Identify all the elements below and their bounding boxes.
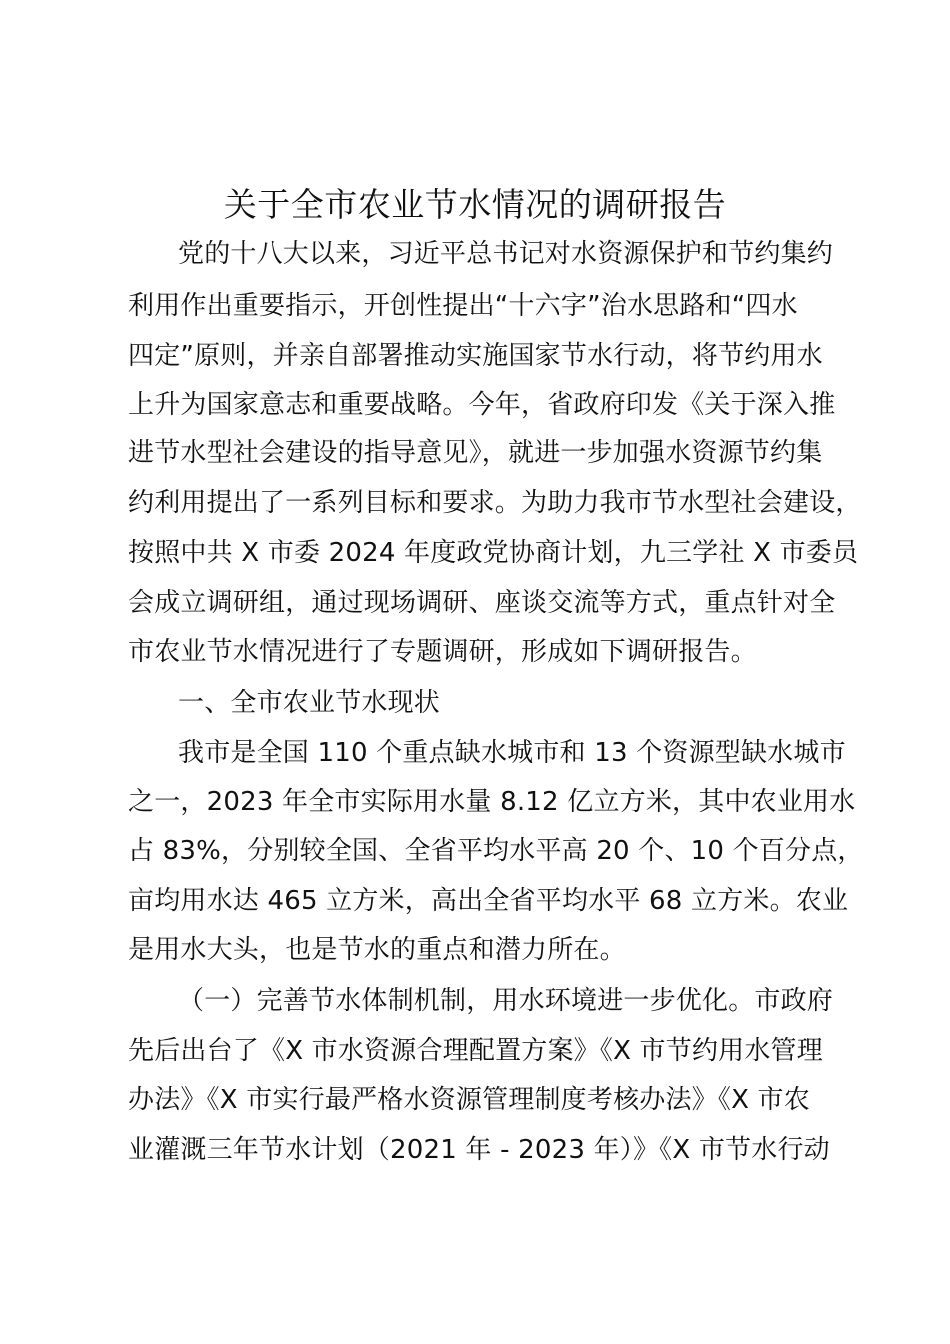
paragraph-line: 占 83%，分别较全国、全省平均水平高 20 个、10 个百分点， bbox=[128, 836, 864, 866]
paragraph-line: 按照中共 X 市委 2024 年度政党协商计划，九三学社 X 市委员 bbox=[128, 538, 859, 568]
paragraph-line: 上升为国家意志和重要战略。今年，省政府印发《关于深入推 bbox=[128, 390, 836, 420]
section-heading: 一、全市农业节水现状 bbox=[178, 688, 441, 718]
paragraph-line: 利用作出重要指示，开创性提出“十六字”治水思路和“四水 bbox=[128, 291, 798, 321]
paragraph-line: 我市是全国 110 个重点缺水城市和 13 个资源型缺水城市 bbox=[178, 738, 846, 768]
paragraph-line: 是用水大头，也是节水的重点和潜力所在。 bbox=[128, 935, 626, 965]
paragraph-line: 亩均用水达 465 立方米，高出全省平均水平 68 立方米。农业 bbox=[128, 886, 849, 916]
paragraph-line: 市农业节水情况进行了专题调研，形成如下调研报告。 bbox=[128, 637, 757, 667]
paragraph-line: 党的十八大以来，习近平总书记对水资源保护和节约集约 bbox=[178, 239, 834, 269]
paragraph-line: 业灌溉三年节水计划（2021 年 - 2023 年）》《X 市节水行动 bbox=[128, 1135, 830, 1165]
paragraph-line: 会成立调研组，通过现场调研、座谈交流等方式，重点针对全 bbox=[128, 588, 836, 618]
paragraph-line: 四定”原则，并亲自部署推动实施国家节水行动，将节约用水 bbox=[128, 341, 823, 371]
paragraph-line: 之一，2023 年全市实际用水量 8.12 亿立方米，其中农业用水 bbox=[128, 787, 856, 817]
paragraph-line: （一）完善节水体制机制，用水环境进一步优化。市政府 bbox=[178, 986, 834, 1016]
paragraph-line: 约利用提出了一系列目标和要求。为助力我市节水型社会建设， bbox=[128, 488, 862, 518]
paragraph-line: 办法》《X 市实行最严格水资源管理制度考核办法》《X 市农 bbox=[128, 1085, 810, 1115]
paragraph-line: 进节水型社会建设的指导意见》，就进一步加强水资源节约集 bbox=[128, 438, 823, 468]
paragraph-line: 先后出台了《X 市水资源合理配置方案》《X 市节约用水管理 bbox=[128, 1036, 823, 1066]
document-title: 关于全市农业节水情况的调研报告 bbox=[223, 185, 727, 224]
